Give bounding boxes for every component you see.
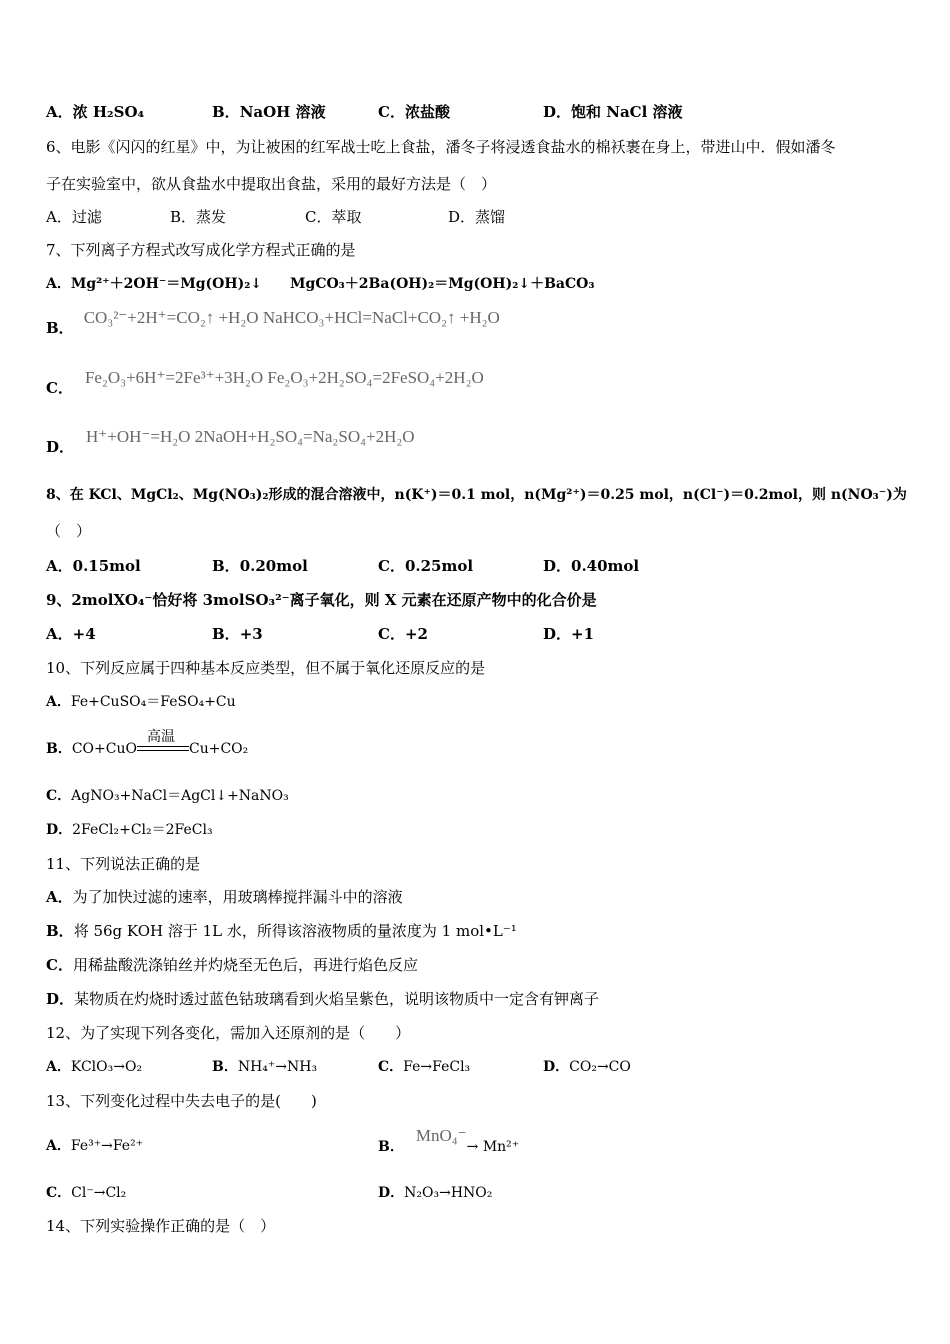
- q11-option-a: A．为了加快过滤的速率，用玻璃棒搅拌漏斗中的溶液: [46, 888, 403, 906]
- q12-stem: 12、为了实现下列各变化，需加入还原剂的是（ ）: [46, 1024, 411, 1042]
- q5-option-a: A．浓 H₂SO₄: [46, 103, 145, 121]
- q11-option-d: D．某物质在灼烧时透过蓝色钴玻璃看到火焰呈紫色，说明该物质中一定含有钾离子: [46, 990, 600, 1008]
- reaction-condition: 高温: [137, 739, 189, 759]
- q7-stem: 7、下列离子方程式改写成化学方程式正确的是: [46, 241, 356, 259]
- q8-option-a: A．0.15mol: [46, 557, 141, 575]
- q13-stem: 13、下列变化过程中失去电子的是( ): [46, 1092, 317, 1110]
- q6-option-d: D．蒸馏: [448, 208, 506, 226]
- q7-option-b: B．CO₃²⁻+2H⁺=CO₂↑ +H₂O NaHCO₃+HCl=NaCl+CO₂↑ +H₂O: [46, 308, 500, 337]
- q8-stem-line2: （ ）: [46, 522, 92, 540]
- q10-option-c: C．AgNO₃+NaCl＝AgCl↓+NaNO₃: [46, 788, 289, 804]
- q7-option-c: C．Fe₂O₃+6H⁺=2Fe³⁺+3H₂O Fe₂O₃+2H₂SO₄=2FeSO₄+2H₂O: [46, 368, 484, 397]
- q6-option-b: B．蒸发: [170, 208, 227, 226]
- q13-option-a: A．Fe³⁺→Fe²⁺: [46, 1138, 144, 1154]
- q6-option-a: A．过滤: [46, 208, 102, 226]
- q8-option-b: B．0.20mol: [212, 557, 308, 575]
- q13-option-c: C．Cl⁻→Cl₂: [46, 1185, 127, 1201]
- q10-option-d: D．2FeCl₂+Cl₂＝2FeCl₃: [46, 822, 213, 838]
- q9-stem: 9、2molXO₄⁻恰好将 3molSO₃²⁻离子氧化，则 X 元素在还原产物中的化合价是: [46, 591, 597, 609]
- q6-option-c: C．萃取: [305, 208, 362, 226]
- q11-option-c: C．用稀盐酸洗涤铂丝并灼烧至无色后，再进行焰色反应: [46, 956, 418, 974]
- q13-option-b: B．MnO₄⁻→ Mn²⁺: [378, 1126, 520, 1155]
- q5-option-c: C．浓盐酸: [378, 103, 450, 121]
- q12-option-c: C．Fe→FeCl₃: [378, 1059, 471, 1075]
- q6-stem-line2: 子在实验室中，欲从食盐水中提取出食盐，采用的最好方法是（ ）: [46, 175, 497, 193]
- q12-option-a: A．KClO₃→O₂: [46, 1059, 143, 1075]
- q7-option-a: A．Mg²⁺＋2OH⁻＝Mg(OH)₂↓ MgCO₃＋2Ba(OH)₂＝Mg(OH)₂↓＋BaCO₃: [46, 276, 595, 292]
- q9-option-b: B．+3: [212, 625, 263, 643]
- q10-option-a: A．Fe+CuSO₄＝FeSO₄+Cu: [46, 694, 236, 710]
- q9-option-d: D．+1: [543, 625, 595, 643]
- q10-stem: 10、下列反应属于四种基本反应类型，但不属于氧化还原反应的是: [46, 659, 486, 677]
- q8-stem-line1: 8、在 KCl、MgCl₂、Mg(NO₃)₂形成的混合溶液中，n(K⁺)＝0.1 mol，n(Mg²⁺)＝0.25 mol，n(Cl⁻)＝0.2mol，则 n(NO₃⁻)为: [46, 487, 907, 503]
- q8-option-d: D．0.40mol: [543, 557, 640, 575]
- q13-option-d: D．N₂O₃→HNO₂: [378, 1185, 493, 1201]
- q11-option-b: B．将 56g KOH 溶于 1L 水，所得该溶液物质的量浓度为 1 mol•L⁻¹: [46, 922, 517, 940]
- q9-option-a: A．+4: [46, 625, 96, 643]
- q5-option-b: B．NaOH 溶液: [212, 103, 326, 121]
- q10-option-b: B．CO+CuO 高温 Cu+CO₂: [46, 729, 249, 757]
- q11-stem: 11、下列说法正确的是: [46, 855, 201, 873]
- q9-option-c: C．+2: [378, 625, 428, 643]
- q6-stem-line1: 6、电影《闪闪的红星》中，为让被困的红军战士吃上食盐，潘冬子将浸透食盐水的棉袄裹在身上，带进山中．假如潘冬: [46, 138, 836, 156]
- q12-option-b: B．NH₄⁺→NH₃: [212, 1059, 318, 1075]
- q14-stem: 14、下列实验操作正确的是（ ）: [46, 1217, 276, 1235]
- q8-option-c: C．0.25mol: [378, 557, 474, 575]
- q5-option-d: D．饱和 NaCl 溶液: [543, 103, 683, 121]
- q7-option-d: D．H⁺+OH⁻=H₂O 2NaOH+H₂SO₄=Na₂SO₄+2H₂O: [46, 427, 415, 456]
- q12-option-d: D．CO₂→CO: [543, 1059, 631, 1075]
